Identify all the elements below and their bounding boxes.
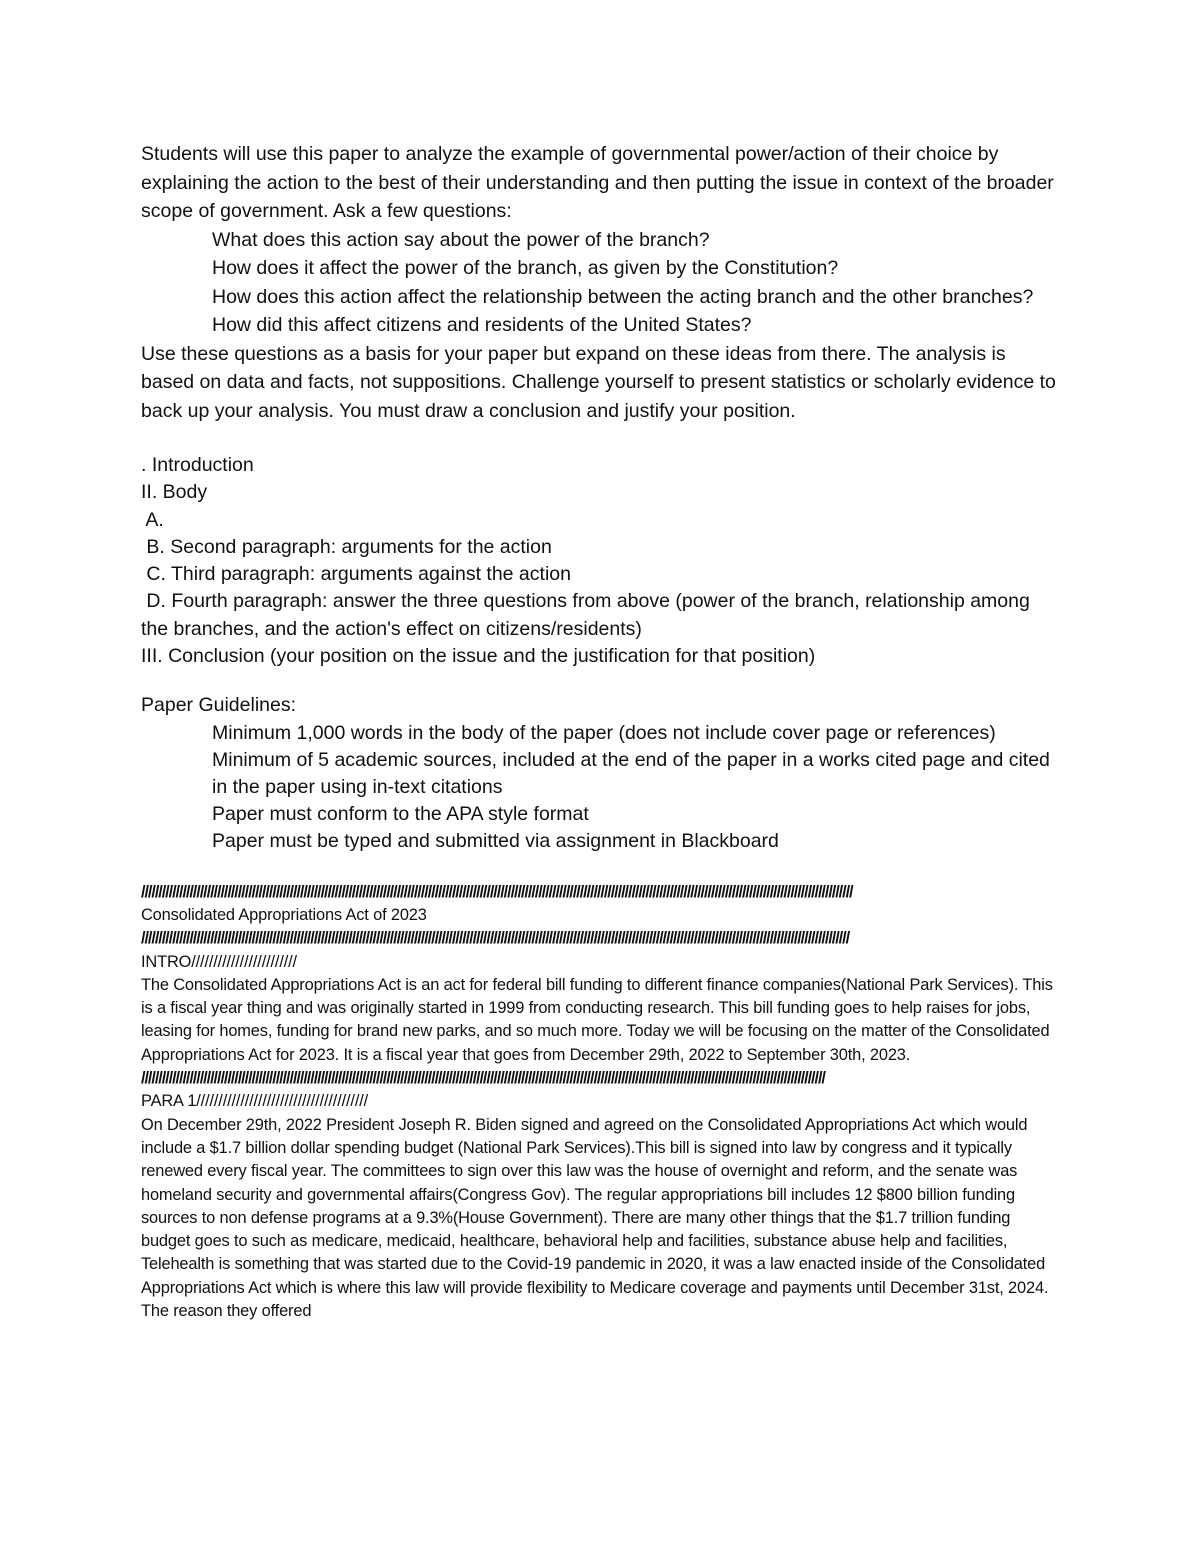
question-2: How does it affect the power of the branch, as given by the Constitution? [212,257,839,279]
outline-introduction: . Introduction [141,454,254,476]
intro-label: INTRO//////////////////////// [141,952,297,971]
guideline-1: Minimum 1,000 words in the body of the paper (does not include cover page or references) [212,721,996,744]
guidelines-heading: Paper Guidelines: [141,694,297,717]
assignment-intro: Students will use this paper to analyze the example of governmental power/action of their choice by explaining the action to the best of their understanding and then putting the issue in context of the broader scope of government. Ask a few questions: [141,143,1054,222]
spacer [141,670,1061,692]
guideline-4: Paper must be typed and submitted via assignment in Blackboard [212,829,779,852]
outline-conclusion: III. Conclusion (your position on the issue and the justification for that position) [141,645,816,668]
question-3: How does this action affect the relationship between the acting branch and the other branches? [212,285,1034,308]
essay-title: Consolidated Appropriations Act of 2023 [141,905,427,924]
guideline-2: Minimum of 5 academic sources, included at the end of the paper in a works cited page and cited in the paper using in-text citations [212,748,1050,798]
spacer [141,855,1061,881]
guideline-3: Paper must conform to the APA style format [212,802,589,825]
outline-a: A. [141,508,164,531]
document-page [141,140,1061,1323]
para1-paragraph: On December 29th, 2022 President Joseph R. Biden signed and agreed on the Consolidated Appropriations Act which would include a $1.7 billion dollar spending budget (National Park Services).This bill is signed into law by congress and it typically renewed every fiscal year. The committees to sign over this law was the house of overnight and reform, and the senate was homeland security and governmental affairs(Congress Gov). The regular appropriations bill includes 12 $800 billion funding sources to non defense programs at a 9.3%(House Government). There are many other things that the $1.7 trillion funding budget goes to such as medicare, medicaid, healthcare, behavioral help and facilities, substance abuse help and facilities, Telehealth is something that was started due to the Covid-19 pandemic in 2020, it was a law enacted inside of the Consolidated Appropriations Act which is where this law will provide flexibility to Medicare coverage and payments until December 31st, 2024. The reason they offered [141,1115,1049,1321]
question-4: How did this affect citizens and residents of the United States? [212,314,752,336]
outline-d: D. Fourth paragraph: answer the three questions from above (power of the branch, relationship among the branches, and the action's effect on citizens/residents) [141,590,1036,640]
assignment-closing: Use these questions as a basis for your paper but expand on these ideas from there. The analysis is based on data and facts, not suppositions. Challenge yourself to present statistics or scholarly evidence to back up your analysis. You must draw a conclusion and justify your position. [141,342,1056,422]
outline-b: B. Second paragraph: arguments for the action [141,535,552,558]
question-1: What does this action say about the power of the branch? [212,228,710,251]
divider-line: ////////////////////////////////////////////////////////////////////////////////////////////////////////////////////////////////////////////////////////////////////////////////////////////////////// [141,1069,825,1088]
para1-label: PARA 1/////////////////////////////////////// [141,1092,369,1111]
intro-paragraph: The Consolidated Appropriations Act is an act for federal bill funding to different finance companies(National Park Services). This is a fiscal year thing and was originally started in 1999 from conducting research. This bill funding goes to help raises for jobs, leasing for homes, funding for brand new parks, and so much more. Today we will be focusing on the matter of the Consolidated Appropriations Act for 2023. It is a fiscal year that goes from December 29th, 2022 to September 30th, 2023. [141,975,1053,1064]
spacer [141,425,1061,452]
outline-body: II. Body [141,481,208,504]
outline-c: C. Third paragraph: arguments against the action [141,563,571,586]
divider-line: ////////////////////////////////////////////////////////////////////////////////////////////////////////////////////////////////////////////////////////////////////////////////////////////////////////////// [141,882,853,901]
divider-line: ///////////////////////////////////////////////////////////////////////////////////////////////////////////////////////////////////////////////////////////////////////////////////////////////////////////// [141,929,850,948]
